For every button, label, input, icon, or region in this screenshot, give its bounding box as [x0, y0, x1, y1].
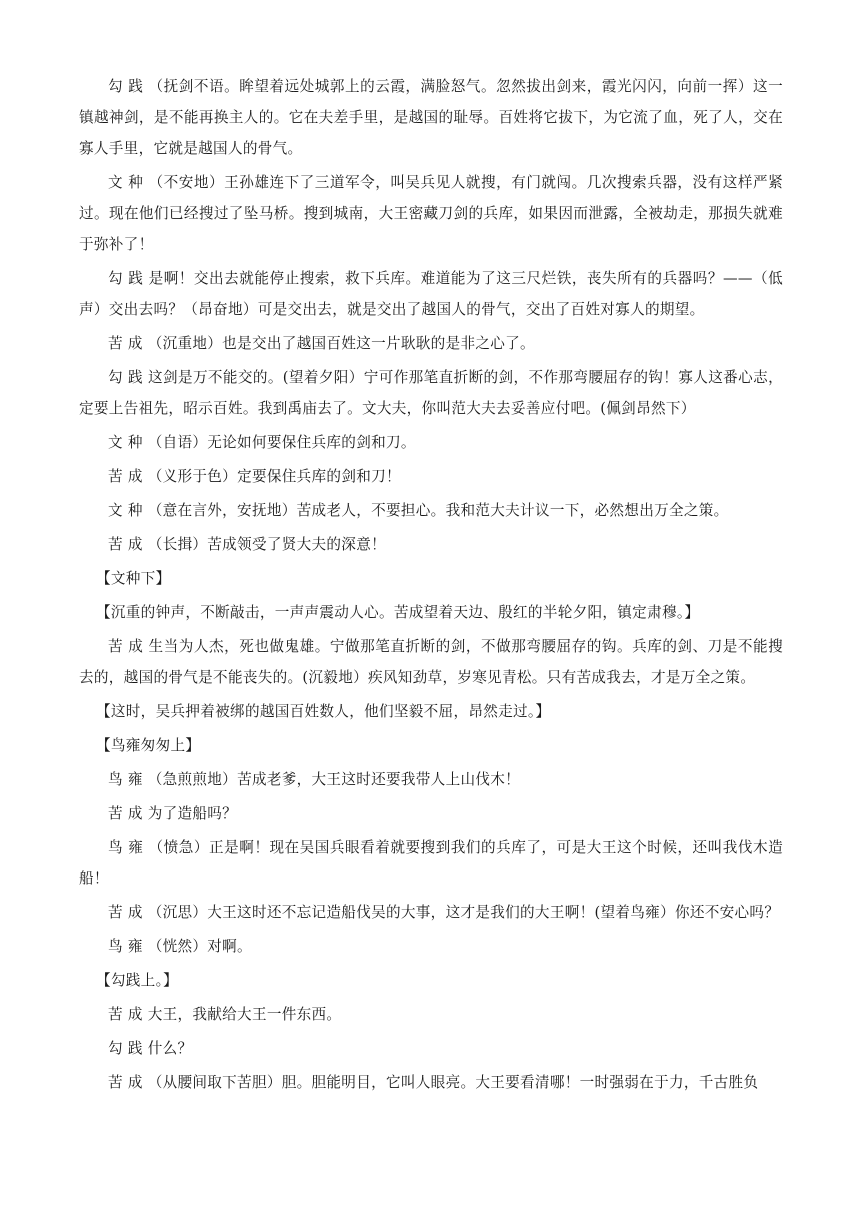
- dialogue-line: 这一镇越神剑，是不能再换主人的。它在夫差手里，是越国的耻辱。百姓将它拔下，为它流了血，死了人，交在寡人手里，它就是越国人的骨气。: [79, 78, 783, 157]
- dialogue-paragraph: [79, 263, 783, 325]
- stage-direction: （恍然）: [147, 938, 208, 955]
- dialogue-paragraph: [79, 1067, 783, 1098]
- dialogue-paragraph: [79, 631, 783, 693]
- stage-direction: （长揖）: [147, 536, 208, 553]
- dialogue-line: 什么？: [147, 1040, 193, 1057]
- dialogue-line: 也是交出了越国百姓这一片耿耿的是非之心了。: [222, 335, 535, 352]
- stage-note: [79, 730, 783, 761]
- speaker-name: 苦 成: [108, 468, 143, 485]
- speaker-name: 文 种: [108, 174, 144, 191]
- dialogue-paragraph: [79, 167, 783, 260]
- speaker-name: 苦 成: [108, 1074, 143, 1091]
- dialogue-line: 苦成老人，不要担心。我和范大夫计议一下，必然想出万全之策。: [296, 502, 729, 519]
- dialogue-paragraph: [79, 897, 783, 928]
- stage-note: [79, 965, 783, 996]
- stage-direction: （愤急）: [148, 839, 209, 856]
- dialogue-paragraph: [79, 328, 783, 359]
- stage-direction: （不安地）: [148, 174, 225, 191]
- speaker-name: 勾 践: [108, 78, 144, 95]
- dialogue-line: 大王这时还不忘记造船伐吴的大事，这才是我们的大王啊！(望着鸟雍）你还不安心吗？: [207, 904, 780, 921]
- stage-note-text: 【文种下】: [96, 570, 171, 587]
- dialogue-line: 对啊。: [207, 938, 252, 955]
- stage-note-text: 【勾践上。】: [96, 972, 179, 989]
- speaker-name: 勾 践: [108, 270, 144, 287]
- document-page: [79, 71, 783, 1101]
- dialogue-line: 大王，我献给大王一件东西。: [147, 1006, 342, 1023]
- dialogue-paragraph: [79, 427, 783, 458]
- speaker-name: 文 种: [108, 502, 143, 519]
- dialogue-line: 苦成老爹，大王这时还要我带人上山伐木！: [237, 771, 521, 788]
- speaker-name: 苦 成: [108, 638, 144, 655]
- speaker-name: 苦 成: [108, 536, 143, 553]
- dialogue-line: 为了造船吗？: [147, 805, 238, 822]
- stage-direction: （从腰间取下苦胆）: [147, 1074, 282, 1091]
- dialogue-line: 无论如何要保住兵库的剑和刀。: [207, 434, 416, 451]
- dialogue-line: 正是啊！现在吴国兵眼看着就要搜到我们的兵库了，可是大王这个时候，还叫我伐木造船！: [79, 839, 783, 887]
- dialogue-paragraph: [79, 931, 783, 962]
- stage-note-text: 【鸟雍匆匆上】: [96, 737, 201, 754]
- dialogue-paragraph: [79, 999, 783, 1030]
- dialogue-paragraph: [79, 362, 783, 424]
- stage-direction: （沉思）: [147, 904, 208, 921]
- dialogue-paragraph: [79, 461, 783, 492]
- stage-note: [79, 597, 783, 628]
- stage-direction: （抚剑不语。眸望着远处城郭上的云霞，满脸怒气。忽然拔出剑来，霞光闪闪，向前一挥）: [148, 78, 753, 95]
- stage-note: [79, 696, 783, 727]
- speaker-name: 苦 成: [108, 335, 143, 352]
- speaker-name: 鸟 雍: [108, 839, 144, 856]
- stage-note-text: 【这时，吴兵押着被绑的越国百姓数人，他们坚毅不屈，昂然走过。】: [96, 703, 551, 720]
- speaker-name: 苦 成: [108, 805, 143, 822]
- stage-direction: （义形于色）: [147, 468, 238, 485]
- dialogue-line: 定要保住兵库的剑和刀！: [237, 468, 401, 485]
- dialogue-paragraph: [79, 832, 783, 894]
- speaker-name: 文 种: [108, 434, 143, 451]
- stage-note: [79, 563, 783, 594]
- dialogue-line: 生当为人杰，死也做鬼雄。宁做那笔直折断的剑，不做那弯腰屈存的钩。兵库的剑、刀是不能搜去的，越国的骨气是不能丧失的。(沉毅地）疾风知劲草，岁寒见青松。只有苦成我去，才是万全之策。: [79, 638, 783, 686]
- dialogue-paragraph: [79, 71, 783, 164]
- stage-direction: （沉重地）: [147, 335, 223, 352]
- dialogue-paragraph: [79, 1033, 783, 1064]
- stage-direction: （自语）: [147, 434, 208, 451]
- stage-direction: （意在言外，安抚地）: [147, 502, 297, 519]
- dialogue-paragraph: [79, 798, 783, 829]
- speaker-name: 鸟 雍: [108, 771, 143, 788]
- speaker-name: 鸟 雍: [108, 938, 143, 955]
- dialogue-line: 是啊！交出去就能停止搜索，救下兵库。难道能为了这三尺烂铁，丧失所有的兵器吗？——（低声）交出去吗？（昂奋地）可是交出去，就是交出了越国人的骨气，交出了百姓对寡人的期望。: [79, 270, 783, 318]
- dialogue-line: 苦成领受了贤大夫的深意！: [207, 536, 386, 553]
- stage-note-text: 【沉重的钟声，不断敲击，一声声震动人心。苦成望着天边、殷红的半轮夕阳，镇定肃穆。】: [96, 604, 700, 621]
- speaker-name: 苦 成: [108, 904, 143, 921]
- stage-direction: （急煎煎地）: [147, 771, 238, 788]
- speaker-name: 苦 成: [108, 1006, 143, 1023]
- speaker-name: 勾 践: [108, 369, 143, 386]
- dialogue-line: 王孙雄连下了三道军令，叫吴兵见人就搜，有门就闯。几次搜索兵器，没有这样严紧过。现在他们已经搜过了坠马桥。搜到城南，大王密藏刀剑的兵库，如果因而泄露，全被劫走，那损失就难于弥补了！: [79, 174, 783, 253]
- dialogue-line: 这剑是万不能交的。(望着夕阳）宁可作那笔直折断的剑，不作那弯腰屈存的钩！寡人这番心志，定要上告祖先，昭示百姓。我到禹庙去了。文大夫，你叫范大夫去妥善应付吧。(佩剑昂然下）: [79, 369, 783, 417]
- speaker-name: 勾 践: [108, 1040, 143, 1057]
- dialogue-line: 胆。胆能明目，它叫人眼亮。大王要看清哪！一时强弱在于力，千古胜负: [281, 1074, 759, 1091]
- dialogue-paragraph: [79, 529, 783, 560]
- dialogue-paragraph: [79, 495, 783, 526]
- dialogue-paragraph: [79, 764, 783, 795]
